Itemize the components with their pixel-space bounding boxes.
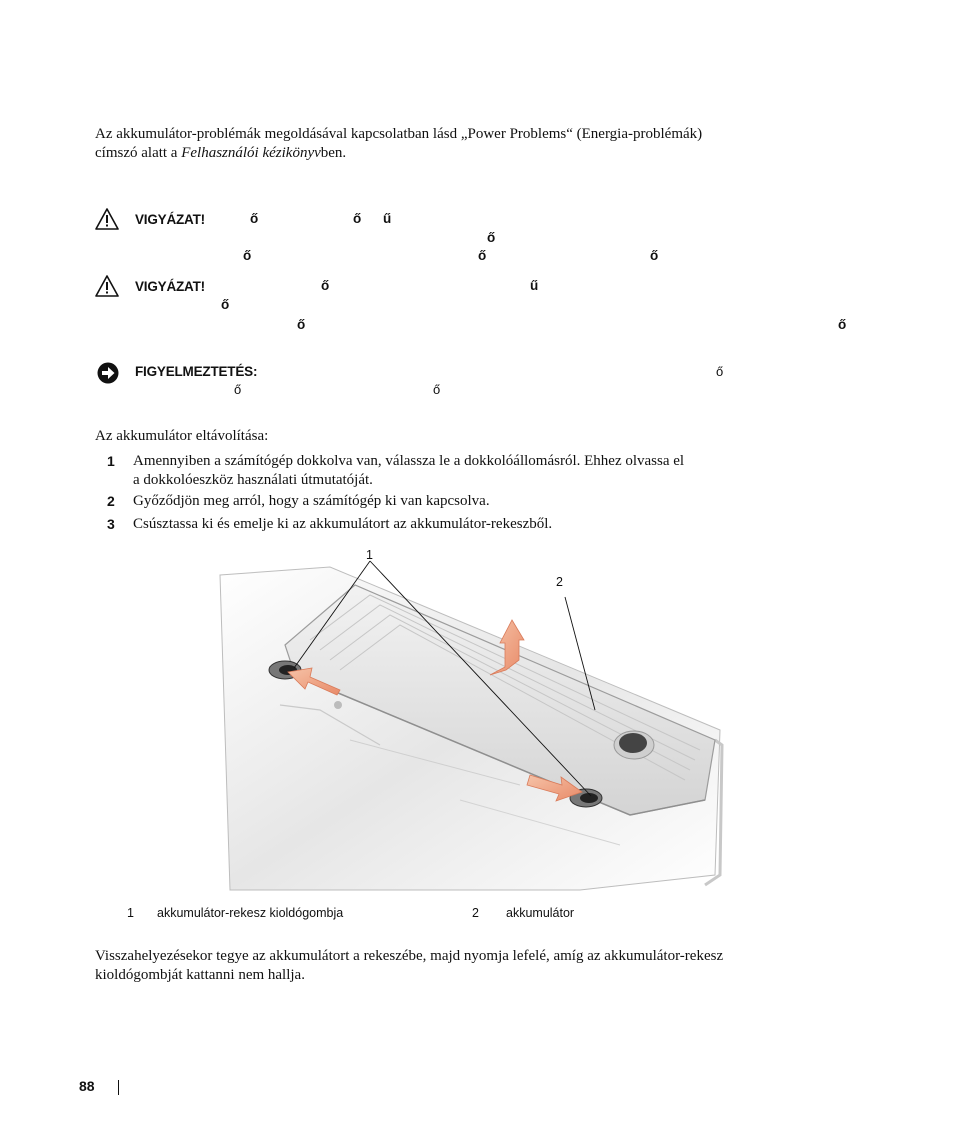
- step-text: Győződjön meg arról, hogy a számítógép ki van kapcsolva.: [133, 493, 490, 509]
- legend-number: 2: [472, 906, 479, 920]
- glyph: ő: [234, 382, 242, 397]
- step-number: 1: [107, 453, 115, 469]
- glyph: ő: [650, 248, 659, 263]
- glyph: ő: [478, 248, 487, 263]
- step-line: a dokkolóeszköz használati útmutatóját.: [133, 472, 373, 488]
- removal-heading: Az akkumulátor eltávolítása:: [95, 428, 269, 444]
- footer-divider: [118, 1080, 119, 1095]
- intro-line-2: [95, 144, 855, 163]
- glyph: ő: [243, 248, 252, 263]
- manual-title: Felhasználói kézikönyv: [181, 145, 321, 161]
- caution-label: VIGYÁZAT!: [135, 212, 205, 227]
- step-line: Amennyiben a számítógép dokkolva van, válassza le a dokkolóállomásról. Ehhez olvassa el: [133, 453, 685, 469]
- legend-number: 1: [127, 906, 134, 920]
- glyph: ő: [433, 382, 441, 397]
- glyph: ő: [321, 278, 330, 293]
- warning-triangle-icon: [95, 275, 119, 297]
- legend-text: akkumulátor: [506, 906, 575, 920]
- glyph: ő: [487, 230, 496, 245]
- closing-line-1: Visszahelyezésekor tegye az akkumulátort a rekeszébe, majd nyomja lefelé, amíg az akkumulátor-rekesz: [95, 948, 724, 964]
- step-text: [133, 452, 853, 490]
- page-number: 88: [79, 1078, 95, 1094]
- glyph: ű: [530, 278, 539, 293]
- warning-triangle-icon: [95, 208, 119, 230]
- caution-notice-1: [95, 208, 875, 268]
- notice-label: FIGYELMEZTETÉS:: [135, 364, 258, 379]
- intro-text: címszó alatt a: [95, 145, 182, 161]
- intro-paragraph: [95, 125, 855, 163]
- notice-figyelmeztetes: [97, 362, 877, 402]
- glyph: ő: [838, 317, 847, 332]
- glyph: ű: [383, 211, 392, 226]
- glyph: ő: [716, 364, 724, 379]
- step-number: 3: [107, 516, 115, 532]
- glyph: ő: [250, 211, 259, 226]
- notice-arrow-icon: [97, 362, 119, 384]
- callout-2: 2: [556, 575, 563, 589]
- step-number: 2: [107, 493, 115, 509]
- figure-legend: [127, 906, 727, 926]
- glyph: ő: [297, 317, 306, 332]
- step-text: Csúsztassa ki és emelje ki az akkumulátort az akkumulátor-rekeszből.: [133, 516, 553, 532]
- caution-label: VIGYÁZAT!: [135, 279, 205, 294]
- closing-paragraph: [95, 947, 865, 985]
- caution-notice-2: [95, 275, 875, 335]
- closing-line-2: kioldógombját kattanni nem hallja.: [95, 967, 305, 983]
- intro-line-1: Az akkumulátor-problémák megoldásával kapcsolatban lásd „Power Problems“ (Energia-problémák): [95, 126, 703, 142]
- glyph: ő: [221, 297, 230, 312]
- glyph: ő: [353, 211, 362, 226]
- intro-text-end: ben.: [320, 145, 347, 161]
- callout-1: 1: [366, 548, 373, 562]
- battery-removal-illustration: [200, 545, 760, 895]
- legend-text: akkumulátor-rekesz kioldógombja: [157, 906, 344, 920]
